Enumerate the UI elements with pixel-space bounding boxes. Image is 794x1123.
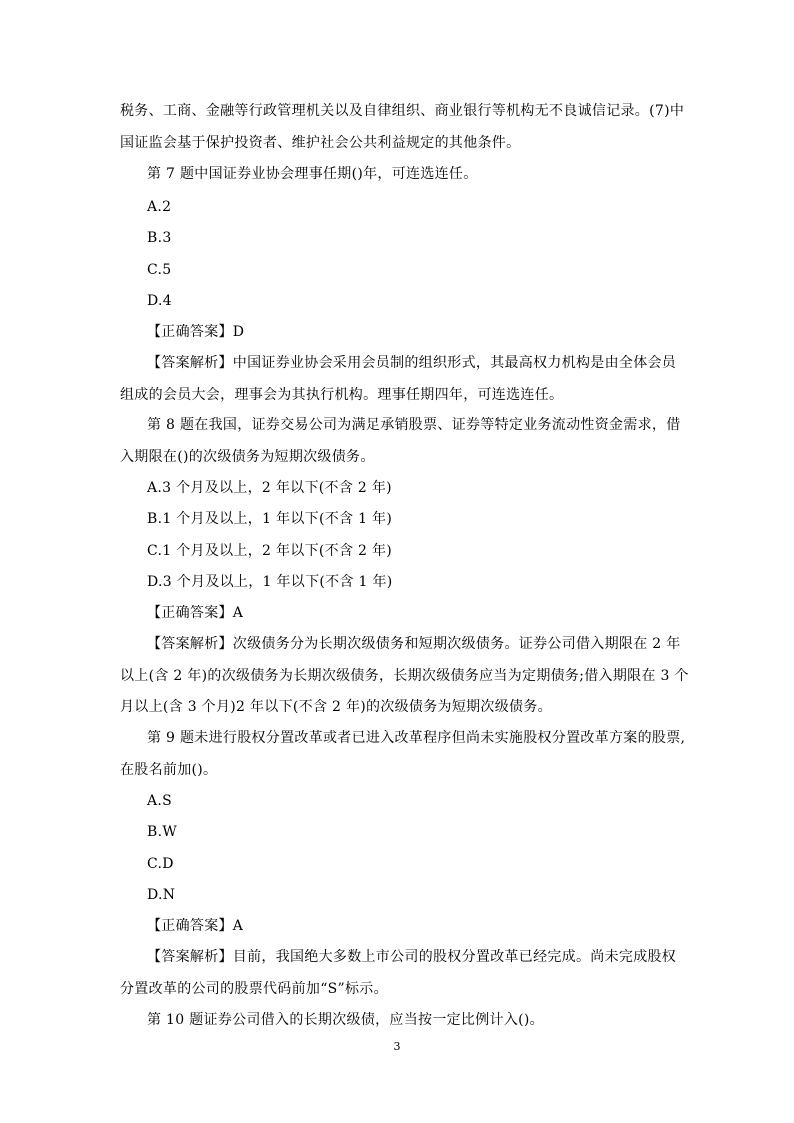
text-line: 入期限在()的次级债务为短期次级债务。 <box>120 449 375 465</box>
option-b: B.1 个月及以上，1 年以下(不含 1 年) <box>147 511 393 527</box>
correct-answer: 【正确答案】A <box>147 918 244 934</box>
option-a: A.S <box>147 793 173 809</box>
option-d: D.4 <box>147 293 172 309</box>
page-number: 3 <box>393 1040 401 1053</box>
correct-answer: 【正确答案】D <box>147 324 245 340</box>
option-c: C.D <box>147 856 174 872</box>
answer-explanation: 【答案解析】目前，我国绝大多数上市公司的股权分置改革已经完成。尚未完成股权 <box>147 949 677 965</box>
text-line: 分置改革的公司的股票代码前加“S”标示。 <box>120 981 388 997</box>
option-b: B.3 <box>147 230 172 246</box>
question-9: 第 9 题未进行股权分置改革或者已进入改革程序但尚未实施股权分置改革方案的股票, <box>147 730 686 746</box>
option-d: D.N <box>147 887 176 903</box>
option-a: A.3 个月及以上，2 年以下(不含 2 年) <box>147 480 392 496</box>
text-line: 月以上(含 3 个月)2 年以下(不含 2 年)的次级债务为短期次级债务。 <box>120 699 552 715</box>
option-b: B.W <box>147 824 178 840</box>
option-d: D.3 个月及以上，1 年以下(不含 1 年) <box>147 574 393 590</box>
option-c: C.5 <box>147 262 172 278</box>
answer-explanation: 【答案解析】次级债务分为长期次级债务和短期次级债务。证券公司借入期限在 2 年 <box>147 636 681 652</box>
text-line: 税务、工商、金融等行政管理机关以及自律组织、商业银行等机构无不良诚信记录。(7)中 <box>120 103 685 119</box>
option-c: C.1 个月及以上，2 年以下(不含 2 年) <box>147 543 393 559</box>
answer-explanation: 【答案解析】中国证券业协会采用会员制的组织形式，其最高权力机构是由全体会员 <box>147 355 677 371</box>
text-line: 国证监会基于保护投资者、维护社会公共利益规定的其他条件。 <box>120 135 521 151</box>
correct-answer: 【正确答案】A <box>147 605 244 621</box>
text-line: 在股名前加()。 <box>120 762 218 778</box>
question-7: 第 7 题中国证券业协会理事任期()年，可连选连任。 <box>147 166 478 182</box>
text-line: 以上(含 2 年)的次级债务为长期次级债务，长期次级债务应当为定期债务;借入期限在 3 个 <box>120 668 689 684</box>
question-10: 第 10 题证券公司借入的长期次级债，应当按一定比例计入()。 <box>147 1012 544 1028</box>
question-8: 第 8 题在我国，证券交易公司为满足承销股票、证券等特定业务流动性资金需求，借 <box>147 417 681 433</box>
text-line: 组成的会员大会，理事会为其执行机构。理事任期四年，可连选连任。 <box>120 387 564 403</box>
option-a: A.2 <box>147 199 172 215</box>
